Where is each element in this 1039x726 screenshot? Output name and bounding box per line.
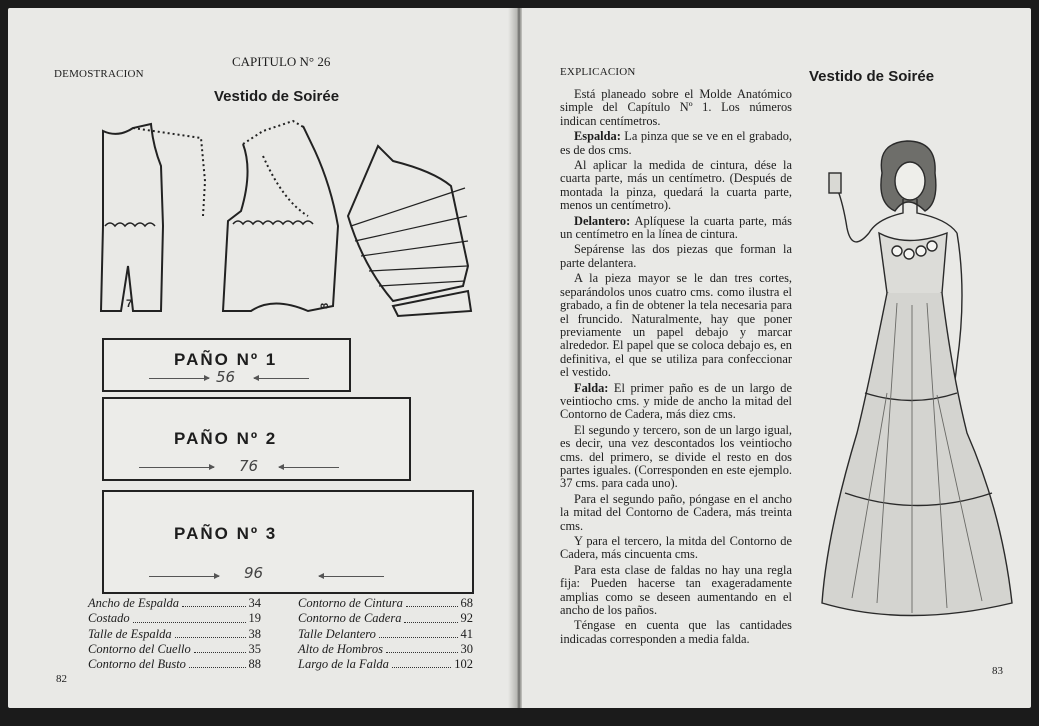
pano-2-label: PAÑO Nº 2: [174, 429, 278, 448]
paragraph: A la pieza mayor se le dan tres cortes, separándolos unos cuatro cms. como ilustra el grabado, a fin de obtener la tela necesaria para el fruncido. Naturalmente, hay que poner previamente un papel debajo y marcar alrededor. El papel que se coloca debajo es, en definitiva, el que se utiliza para confeccionar el vestido.: [560, 271, 792, 380]
arrow-left-icon: [279, 467, 339, 468]
pano-2-measure: 76: [239, 457, 259, 475]
measurements-column-left: [88, 596, 261, 672]
measurement-row: Contorno del Busto 88: [88, 657, 261, 672]
arrow-left-icon: [254, 378, 309, 379]
measurement-row: Talle de Espalda 38: [88, 626, 261, 641]
pattern-number-8: 8: [319, 302, 331, 309]
measurement-row: Contorno de Cadera 92: [298, 611, 473, 626]
paragraph: Sepárense las dos piezas que forman la parte delantera.: [560, 242, 792, 270]
paragraph: Falda: El primer paño es de un largo de veintiocho cms. y mide de ancho la mitad del Contorno de Cadera, más diez cms.: [560, 380, 792, 422]
explanation-text: [560, 88, 792, 648]
measurement-row: Alto de Hombros 30: [298, 641, 473, 656]
left-page-header: DEMOSTRACION: [54, 68, 144, 80]
arrow-right-icon: [149, 576, 219, 577]
measurements-column-right: [298, 596, 473, 672]
paragraph: Para el segundo paño, póngase en el ancho la mitad del Contorno de Cadera, más treinta cms.: [560, 491, 792, 533]
chapter-heading: CAPITULO N° 26: [232, 54, 331, 69]
bodice-pattern-drawing: [93, 116, 473, 326]
paragraph: Está planeado sobre el Molde Anatómico simple del Capítulo Nº 1. Los números indican centímetros.: [560, 87, 792, 128]
arrow-right-icon: [139, 467, 214, 468]
pano-1-panel: [102, 338, 351, 392]
pano-2-panel: [102, 397, 411, 481]
pano-3-panel: [102, 490, 474, 594]
left-page-number: 82: [56, 673, 67, 685]
paragraph: Téngase en cuenta que las cantidades indicadas corresponden a media falda.: [560, 618, 792, 646]
measurement-row: Costado 19: [88, 611, 261, 626]
paragraph: Delantero: Aplíquese la cuarta parte, más un centímetro en la línea de cintura.: [560, 213, 792, 242]
pano-1-label: PAÑO Nº 1: [174, 350, 278, 369]
paragraph: Para esta clase de faldas no hay una regla fija: Pueden hacerse tan exageradamente amplias como se deseen aumentando en el ancho de los paños.: [560, 562, 792, 618]
paragraph: El segundo y tercero, son de un largo igual, es decir, una vez descontados los veintiocho cms. del primero, se divide el resto en dos partes iguales. (Corresponden en este ejemplo. 37 cms. para cada uno).: [560, 422, 792, 491]
measurement-row: Talle Delantero 41: [298, 626, 473, 641]
paragraph: Espalda: La pinza que se ve en el grabado, es de dos cms.: [560, 129, 792, 157]
measurement-row: Contorno del Cuello 35: [88, 641, 261, 656]
pattern-number-7: 7: [126, 298, 133, 310]
dress-illustration: [807, 133, 1027, 628]
paragraph: Al aplicar la medida de cintura, dése la cuarta parte, más un centímetro. (Después de montada la pinza, quedará la cuarta parte, menos un centímetro).: [560, 158, 792, 213]
right-page-title: Vestido de Soirée: [809, 68, 935, 85]
arrow-left-icon: [319, 576, 384, 577]
right-page: [522, 8, 1031, 708]
measurement-row: Largo de la Falda 102: [298, 657, 473, 672]
pano-3-measure: 96: [244, 564, 264, 582]
pano-3-label: PAÑO Nº 3: [174, 524, 278, 543]
left-page: [8, 8, 516, 708]
paragraph: Y para el tercero, la mitda del Contorno de Cadera, más cincuenta cms.: [560, 534, 792, 562]
right-page-header: EXPLICACION: [560, 66, 636, 78]
measurement-row: Ancho de Espalda 34: [88, 596, 261, 610]
pano-1-measure: 56: [216, 368, 236, 386]
left-page-title: Vestido de Soirée: [214, 88, 340, 105]
right-page-number: 83: [992, 665, 1003, 677]
arrow-right-icon: [149, 378, 209, 379]
measurement-row: Contorno de Cintura 68: [298, 596, 473, 610]
